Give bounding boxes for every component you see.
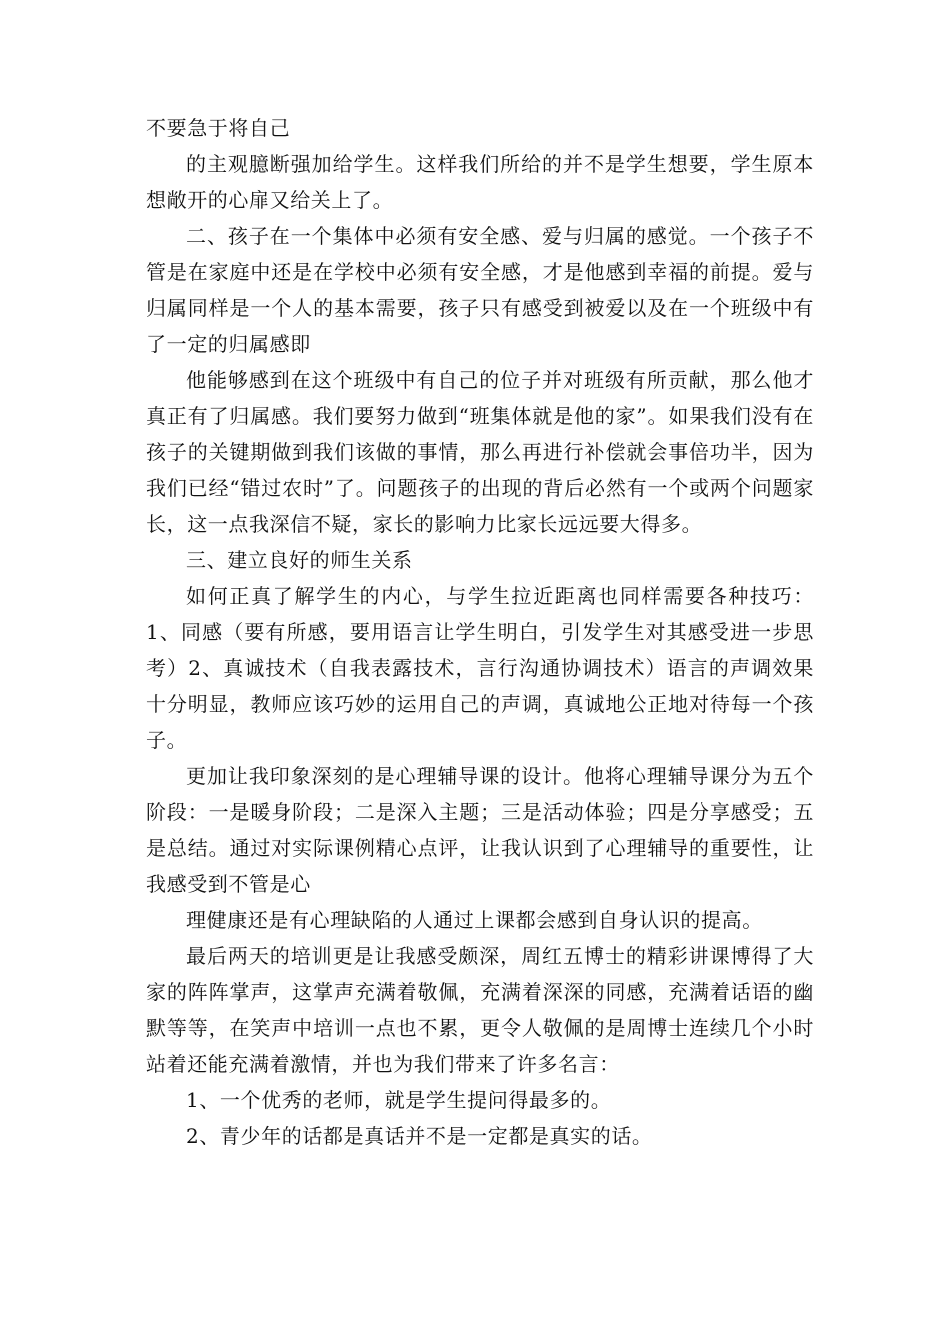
- paragraph-6: 如何正真了解学生的内心，与学生拉近距离也同样需要各种技巧：1、同感（要有所感，要用语言让学生明白，引发学生对其感受进一步思考）2、真诚技术（自我表露技术，言行沟通协调技术）语言的声调效果十分明显，教师应该巧妙的运用自己的声调，真诚地公正地对待每一个孩子。: [146, 584, 814, 752]
- paragraph-2: 的主观臆断强加给学生。这样我们所给的并不是学生想要，学生原本想敞开的心扉又给关上了。: [146, 152, 814, 212]
- section-heading-3: 三、建立良好的师生关系: [186, 548, 413, 572]
- quote-item-2: 2、青少年的话都是真话并不是一定都是真实的话。: [186, 1124, 653, 1148]
- document-body: [146, 110, 814, 1154]
- paragraph-8: 理健康还是有心理缺陷的人通过上课都会感到自身认识的提高。: [186, 908, 763, 932]
- quote-item-1: 1、一个优秀的老师，就是学生提问得最多的。: [186, 1088, 612, 1112]
- paragraph-3: 二、孩子在一个集体中必须有安全感、爱与归属的感觉。一个孩子不管是在家庭中还是在学校中必须有安全感，才是他感到幸福的前提。爱与归属同样是一个人的基本需要，孩子只有感受到被爱以及在一个班级中有了一定的归属感即: [146, 224, 814, 356]
- paragraph-4: 他能够感到在这个班级中有自己的位子并对班级有所贡献，那么他才真正有了归属感。我们要努力做到“班集体就是他的家”。如果我们没有在孩子的关键期做到我们该做的事情，那么再进行补偿就会事倍功半，因为我们已经“错过农时”了。问题孩子的出现的背后必然有一个或两个问题家长，这一点我深信不疑，家长的影响力比家长远远要大得多。: [146, 368, 814, 536]
- paragraph-7: 更加让我印象深刻的是心理辅导课的设计。他将心理辅导课分为五个阶段：一是暖身阶段；二是深入主题；三是活动体验；四是分享感受；五是总结。通过对实际课例精心点评，让我认识到了心理辅导的重要性，让我感受到不管是心: [146, 764, 814, 896]
- paragraph-1: 不要急于将自己: [146, 116, 291, 140]
- paragraph-9: 最后两天的培训更是让我感受颇深，周红五博士的精彩讲课博得了大家的阵阵掌声，这掌声充满着敬佩，充满着深深的同感，充满着话语的幽默等等，在笑声中培训一点也不累，更令人敬佩的是周博士连续几个小时站着还能充满着激情，并也为我们带来了许多名言：: [146, 944, 814, 1076]
